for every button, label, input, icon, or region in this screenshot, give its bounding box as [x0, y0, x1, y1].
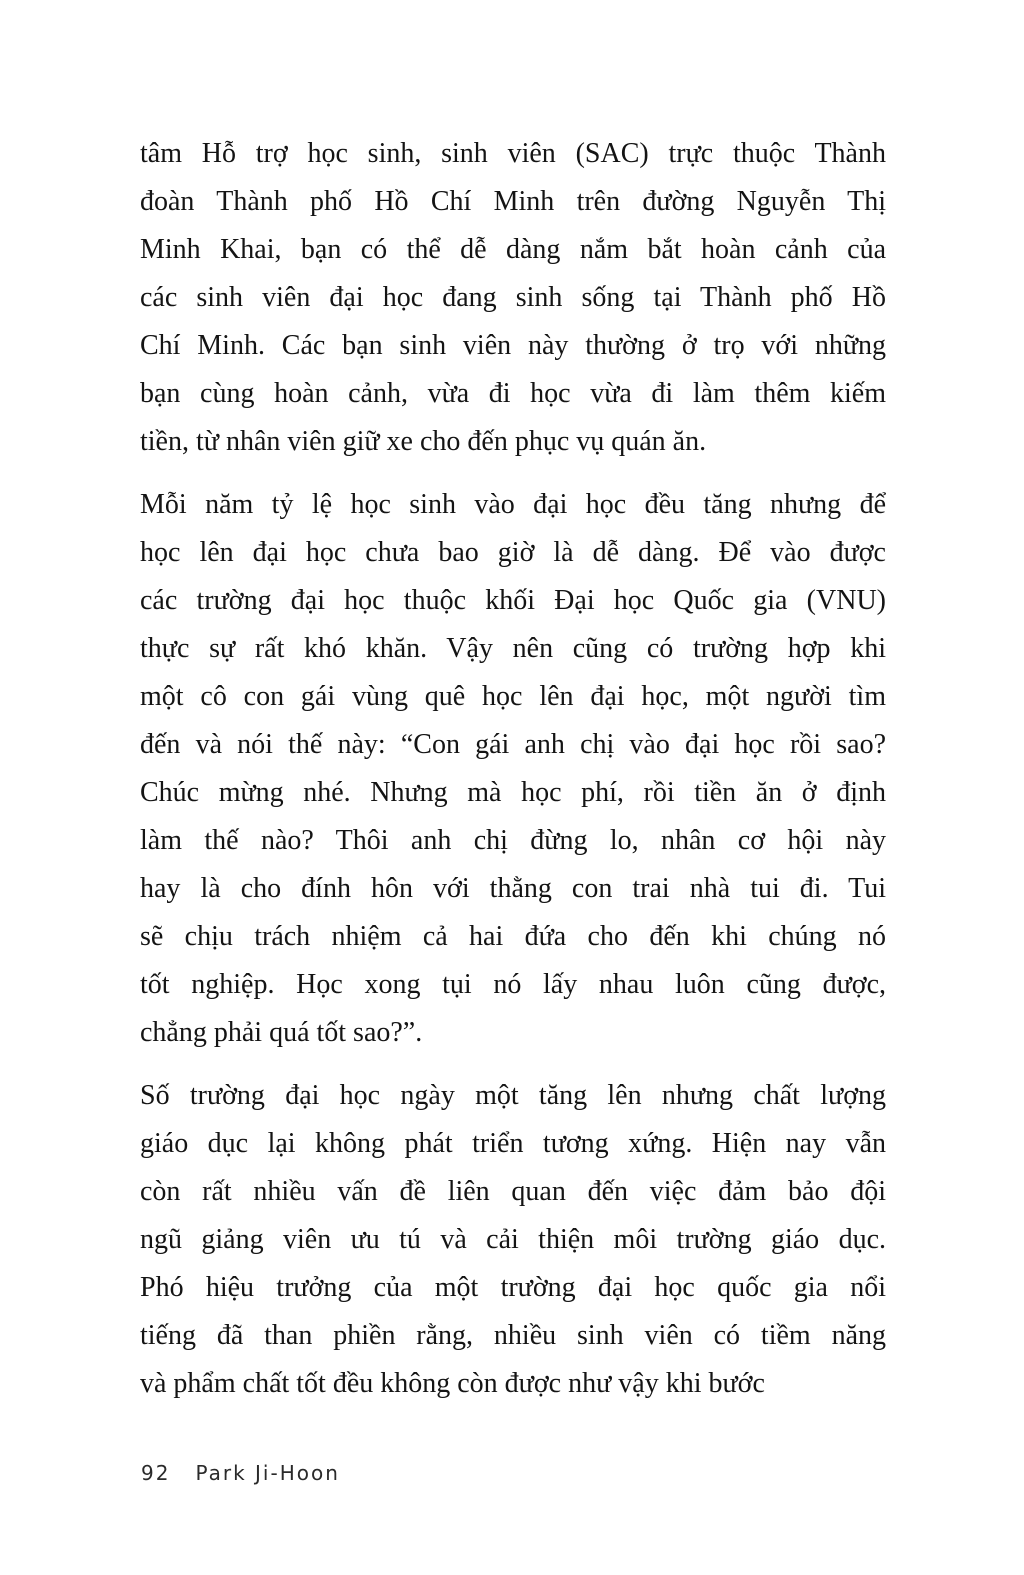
text-line: Chí Minh. Các bạn sinh viên này thường ở trọ với những — [140, 330, 886, 361]
text-line: Mỗi năm tỷ lệ học sinh vào đại học đều tăng nhưng để — [140, 489, 886, 520]
text-line: tiền, từ nhân viên giữ xe cho đến phục vụ quán ăn. — [140, 426, 707, 457]
body-text — [140, 130, 886, 1408]
text-line: Chúc mừng nhé. Nhưng mà học phí, rồi tiền ăn ở định — [140, 777, 886, 808]
paragraph — [140, 130, 886, 466]
text-line: giáo dục lại không phát triển tương xứng. Hiện nay vẫn — [140, 1128, 886, 1159]
page-footer — [141, 1461, 340, 1485]
text-line: tốt nghiệp. Học xong tụi nó lấy nhau luôn cũng được, — [140, 969, 886, 1000]
text-line: Minh Khai, bạn có thể dễ dàng nắm bắt hoàn cảnh của — [140, 234, 886, 265]
text-line: sẽ chịu trách nhiệm cả hai đứa cho đến khi chúng nó — [140, 921, 886, 952]
text-line: Số trường đại học ngày một tăng lên nhưng chất lượng — [140, 1080, 886, 1111]
page-number: 92 — [141, 1461, 171, 1485]
paragraph — [140, 1072, 886, 1408]
text-line: Phó hiệu trưởng của một trường đại học quốc gia nổi — [140, 1272, 886, 1303]
text-line: làm thế nào? Thôi anh chị đừng lo, nhân cơ hội này — [140, 825, 886, 856]
text-line: tâm Hỗ trợ học sinh, sinh viên (SAC) trực thuộc Thành — [140, 138, 886, 169]
text-line: thực sự rất khó khăn. Vậy nên cũng có trường hợp khi — [140, 633, 886, 664]
text-line: hay là cho đính hôn với thằng con trai nhà tui đi. Tui — [140, 873, 886, 904]
text-line: tiếng đã than phiền rằng, nhiều sinh viên có tiềm năng — [140, 1320, 886, 1351]
author-name: Park Ji-Hoon — [195, 1461, 340, 1485]
text-line: ngũ giảng viên ưu tú và cải thiện môi trường giáo dục. — [140, 1224, 886, 1255]
text-line: và phẩm chất tốt đều không còn được như vậy khi bước — [140, 1368, 765, 1399]
text-line: các trường đại học thuộc khối Đại học Quốc gia (VNU) — [140, 585, 886, 616]
text-line: một cô con gái vùng quê học lên đại học, một người tìm — [140, 681, 886, 712]
text-line: chẳng phải quá tốt sao?”. — [140, 1017, 423, 1048]
text-line: đoàn Thành phố Hồ Chí Minh trên đường Nguyễn Thị — [140, 186, 886, 217]
text-line: còn rất nhiều vấn đề liên quan đến việc đảm bảo đội — [140, 1176, 886, 1207]
text-line: các sinh viên đại học đang sinh sống tại Thành phố Hồ — [140, 282, 886, 313]
paragraph — [140, 481, 886, 1057]
text-line: học lên đại học chưa bao giờ là dễ dàng. Để vào được — [140, 537, 886, 568]
text-line: bạn cùng hoàn cảnh, vừa đi học vừa đi làm thêm kiếm — [140, 378, 886, 409]
text-line: đến và nói thế này: “Con gái anh chị vào đại học rồi sao? — [140, 729, 886, 760]
